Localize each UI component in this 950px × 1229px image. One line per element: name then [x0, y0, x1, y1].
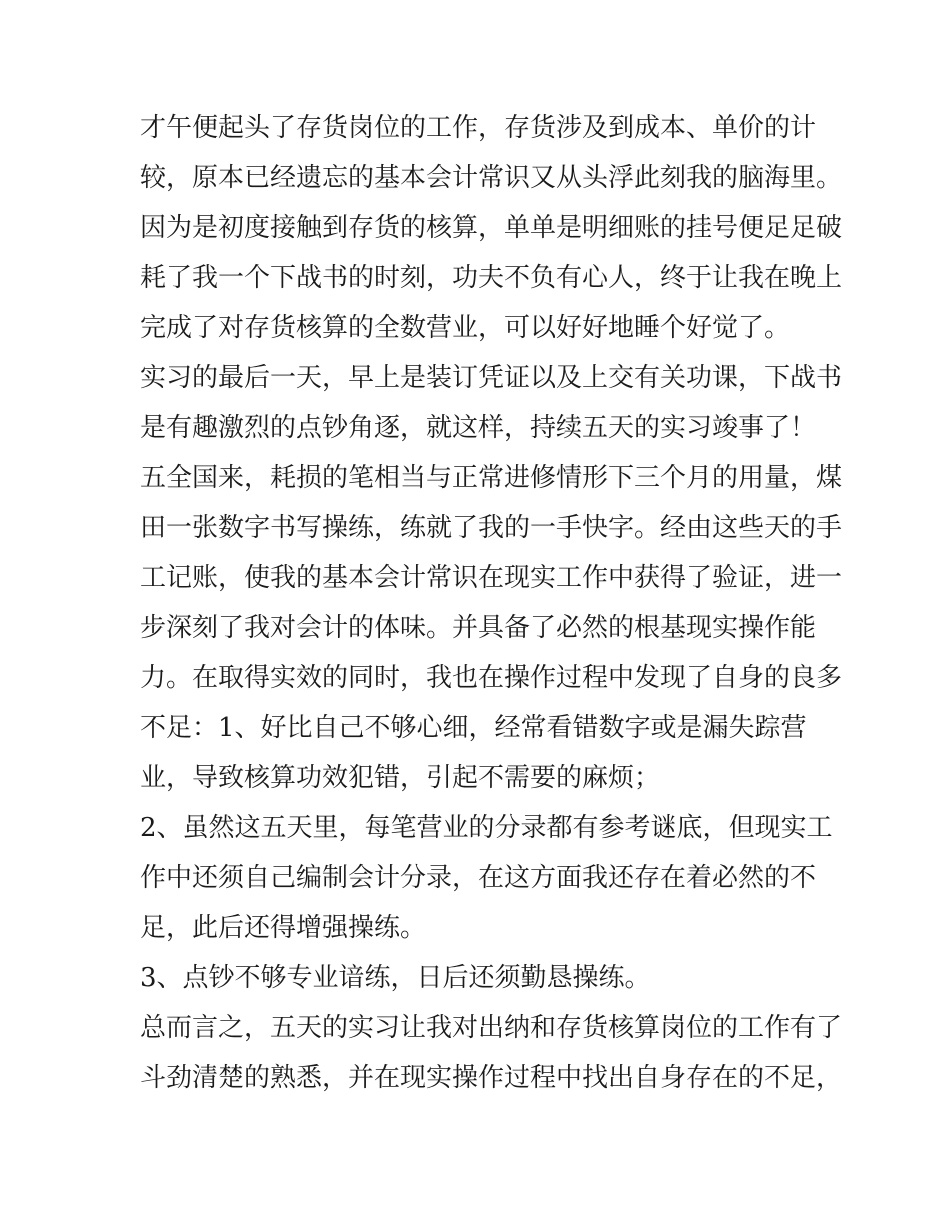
text-line-18: 3、点钞不够专业谙练，日后还须勤恳操练。	[140, 963, 651, 993]
text-line-16: 作中还须自己编制会计分录，在这方面我还存在着必然的不	[140, 863, 817, 893]
text-line-8: 五全国来，耗损的笔相当与正常进修情形下三个月的用量，煤	[140, 463, 843, 493]
text-line-1: 才午便起头了存货岗位的工作，存货涉及到成本、单价的计	[140, 113, 817, 143]
text-line-13: 不足：1、好比自己不够心细，经常看错数字或是漏失踪营	[140, 713, 807, 743]
text-line-12: 力。在取得实效的同时，我也在操作过程中发现了自身的良多	[140, 663, 843, 693]
text-line-2: 较，原本已经遗忘的基本会计常识又从头浮此刻我的脑海里。	[140, 163, 843, 193]
text-line-9: 田一张数字书写操练，练就了我的一手快字。经由这些天的手	[140, 513, 843, 543]
text-line-5: 完成了对存货核算的全数营业，可以好好地睡个好觉了。	[140, 313, 791, 343]
text-line-11: 步深刻了我对会计的体味。并具备了必然的根基现实操作能	[140, 613, 817, 643]
text-line-15: 2、虽然这五天里，每笔营业的分录都有参考谜底，但现实工	[140, 813, 833, 843]
text-line-7: 是有趣激烈的点钞角逐，就这样，持续五天的实习竣事了！	[140, 413, 817, 443]
text-line-14: 业，导致核算功效犯错，引起不需要的麻烦；	[140, 763, 661, 793]
text-line-3: 因为是初度接触到存货的核算，单单是明细账的挂号便足足破	[140, 213, 843, 243]
text-line-19: 总而言之，五天的实习让我对出纳和存货核算岗位的工作有了	[140, 1013, 843, 1043]
text-line-4: 耗了我一个下战书的时刻，功夫不负有心人，终于让我在晚上	[140, 263, 843, 293]
text-line-10: 工记账，使我的基本会计常识在现实工作中获得了验证，进一	[140, 563, 843, 593]
text-line-20: 斗劲清楚的熟悉，并在现实操作过程中找出自身存在的不足，	[140, 1063, 843, 1093]
text-line-6: 实习的最后一天，早上是装订凭证以及上交有关功课，下战书	[140, 363, 843, 393]
text-line-17: 足，此后还得增强操练。	[140, 913, 427, 943]
